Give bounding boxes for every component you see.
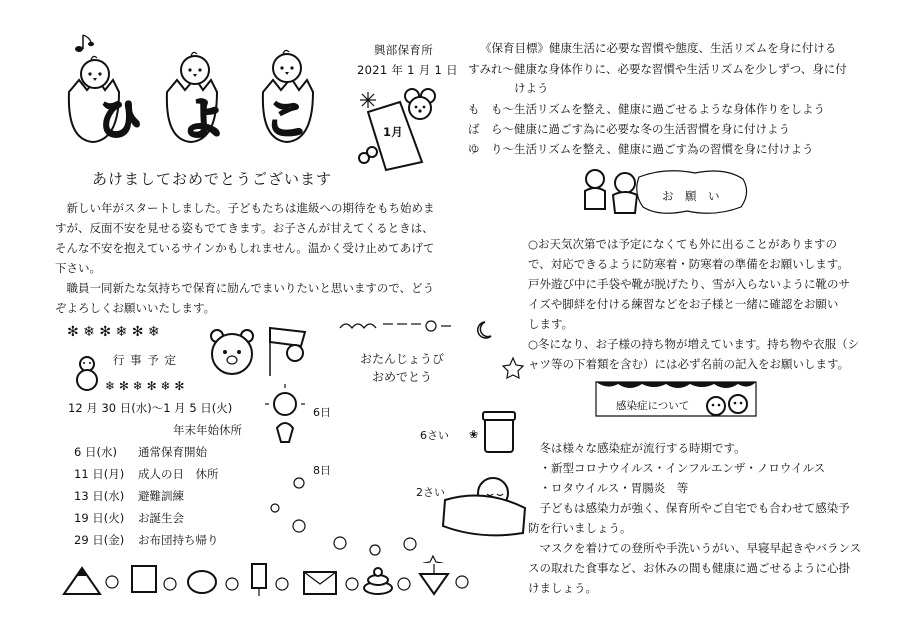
event-name: お布団持ち帰り: [138, 533, 219, 547]
goal-text: 生活リズムを整え、健康に過ごす為の習慣を身に付けよう: [514, 142, 814, 156]
kagami-mochi-icon: [364, 568, 392, 594]
event-date: 19 日(火): [74, 511, 125, 525]
envelope-icon: [304, 572, 336, 594]
goal-text: けよう: [514, 81, 549, 95]
sleeping-child-icon: [443, 478, 525, 535]
birthday-day: 6日: [313, 406, 331, 419]
infection-line: ・ロタウイルス・胃腸炎 等: [528, 481, 689, 495]
event-date: 6 日(水): [74, 445, 117, 459]
issue-date: 2021 年 1 月 1 日: [357, 63, 458, 77]
request-line: イズや脚絆を付ける練習などをお子様と一緒に確認をお願い: [528, 297, 839, 311]
title-char: こ: [264, 94, 309, 145]
mouse-icon: [405, 89, 435, 119]
event-row: [74, 444, 207, 461]
intro-line: 職員一同新たな気持ちで保育に励んでまいりたいと思いますので、どう: [55, 281, 435, 295]
goal-item: [468, 141, 813, 158]
request-title: お 願 い: [662, 189, 720, 203]
garland-icon: [340, 321, 451, 331]
goal-text: 健康な身体作りに、必要な習慣や生活リズムを少しずつ、身に付: [514, 62, 847, 76]
holiday-label: 年末年始休所: [173, 423, 242, 437]
new-year-border: [60, 558, 490, 598]
request-line: ○お天気次第では予定になくても外に出ることがありますの: [528, 237, 838, 251]
infection-line: けましょう。: [528, 581, 597, 595]
battledore-icon: [252, 564, 266, 596]
event-row: [74, 510, 184, 527]
svg-text:✻ ❄ ✻ ❄ ✻ ❄: ✻ ❄ ✻ ❄ ✻ ❄: [67, 324, 160, 340]
goal-item: [514, 80, 549, 97]
flower-icon: [271, 478, 305, 532]
infection-line: ・新型コロナウイルス・インフルエンザ・ノロウイルス: [528, 461, 826, 475]
flower-icon: [226, 578, 238, 590]
snowflake-icon: [360, 92, 376, 108]
birthday-title-line: おたんじょうび: [359, 352, 444, 366]
flower-icon: [164, 578, 176, 590]
goal-item: [468, 121, 790, 138]
flower-icon: [359, 147, 377, 163]
flower-icon: [106, 576, 118, 588]
infection-line: スの取れた食事など、お休みの間も健康に過ごせるように心掛: [528, 561, 850, 575]
goal-item: [468, 61, 847, 78]
snowman-icon: [77, 357, 97, 390]
request-line: ャツ等の下着類を含む）には必ず名前の記入をお願いします。: [528, 357, 850, 371]
birthday-title: [352, 350, 452, 386]
goal-class-label: ば ら～: [468, 122, 514, 136]
star-icon: [503, 358, 523, 378]
balloon-icon: [277, 423, 293, 442]
infection-line: 防を行いましょう。: [528, 521, 632, 535]
intro-line: そんな不安を抱えているサインかもしれません。温かく受け止めてあげて: [55, 241, 435, 255]
request-line: ○冬になり、お子様の持ち物が増えています。持ち物や衣服（シ: [528, 337, 860, 351]
flower-icon: [456, 576, 468, 588]
birthday-title-line: おめでとう: [371, 370, 432, 384]
event-name: お誕生会: [138, 511, 184, 525]
jam-jar-icon: [469, 412, 515, 452]
flower-icon: [346, 578, 358, 590]
sun-icon: [265, 384, 305, 415]
event-date: 11 日(月): [74, 467, 125, 481]
month-tag-label: 1月: [383, 125, 404, 139]
birthday-day: 8日: [313, 464, 331, 477]
infection-line: 冬は様々な感染症が流行する時期です。: [528, 441, 746, 455]
children-icon: [585, 170, 637, 213]
infection-title: 感染症について: [616, 400, 690, 412]
intro-line: 下さい。: [55, 261, 101, 275]
svg-text:❀: ❀: [469, 428, 479, 441]
request-line: で、対応できるように防寒着・防寒着の準備をお願いします。: [528, 257, 849, 271]
pot-icon: [188, 571, 216, 593]
event-row: [74, 488, 184, 505]
moon-icon: [478, 322, 491, 338]
event-name: 通常保育開始: [138, 445, 207, 459]
event-name: 避難訓練: [138, 489, 184, 503]
intro-line: ぞよろしくお願いいたします。: [55, 301, 216, 315]
title-char: よ: [180, 94, 225, 145]
intro-line: すが、反面不安を見せる姿もでてきます。お子さんが甘えてくるときは、: [55, 221, 434, 235]
request-line: 戸外遊び中に手袋や靴が脱げたり、雪が入らないように靴のサ: [528, 277, 850, 291]
music-note-icon: [75, 35, 94, 52]
new-year-greeting: あけましておめでとうございます: [92, 170, 333, 188]
publisher-name: 興部保育所: [374, 43, 433, 57]
flower-icon: [276, 578, 288, 590]
birthday-age: 2さい: [416, 486, 445, 499]
goal-class-label: すみれ～: [468, 62, 514, 76]
kite-icon: [132, 566, 156, 592]
spinning-top-icon: [420, 564, 448, 594]
flower-icon: [398, 578, 410, 590]
event-row: [74, 532, 219, 549]
goal-text: 健康に過ごす為に必要な冬の生活習慣を身に付けよう: [514, 122, 790, 136]
goal-item: [468, 101, 825, 118]
intro-line: 新しい年がスタートしました。子どもたちは進級への期待をもち始めま: [55, 201, 435, 215]
schedule-title: 行 事 予 定: [113, 353, 177, 367]
request-line: します。: [528, 317, 574, 331]
infection-line: マスクを着けての登所や手洗いうがい、早寝早起きやバランス: [528, 541, 862, 555]
mount-fuji-icon: [64, 568, 100, 594]
event-row: [74, 466, 219, 483]
title-char: ひ: [97, 94, 142, 145]
goal-class-label: ゆ り～: [468, 142, 514, 156]
event-name: 成人の日 休所: [138, 467, 219, 481]
goal-class-label: も も～: [468, 102, 514, 116]
newsletter-title: [78, 85, 328, 145]
event-date: 29 日(金): [74, 533, 125, 547]
event-date: 13 日(水): [74, 489, 125, 503]
infection-line: 子どもは感染力が強く、保育所やご自宅でも合わせて感染予: [528, 501, 850, 515]
goal-text: 生活リズムを整え、健康に過ごせるような身体作りをしよう: [514, 102, 825, 116]
goals-heading: 《保育目標》健康生活に必要な習慣や態度、生活リズムを身に付ける: [480, 41, 837, 55]
germ-icon: [707, 395, 747, 415]
birthday-age: 6さい: [420, 429, 449, 442]
svg-text:❄ ✻ ❄ ✻ ❄ ✻: ❄ ✻ ❄ ✻ ❄ ✻: [105, 379, 185, 393]
holiday-range: 12 月 30 日(水)～1 月 5 日(火): [68, 401, 233, 415]
